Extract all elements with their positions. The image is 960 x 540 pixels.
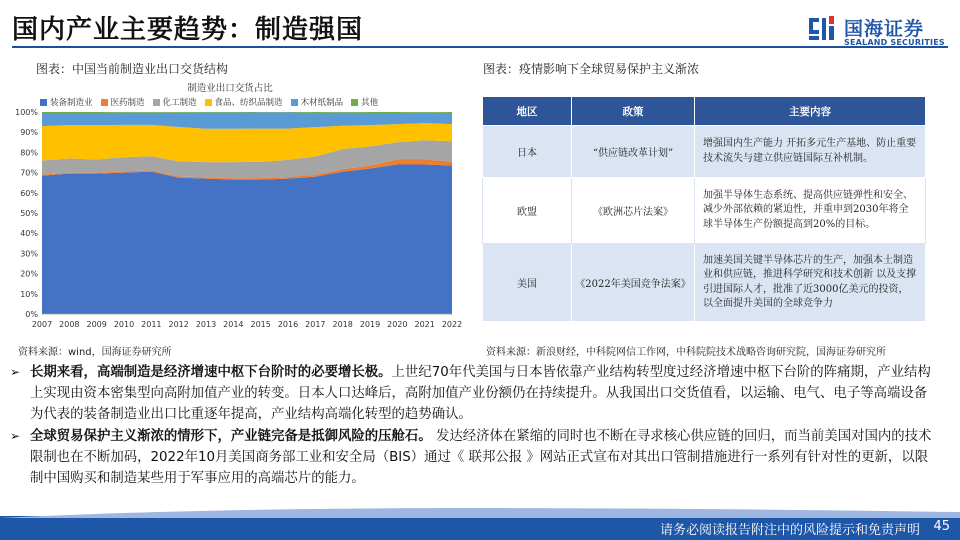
area-series-1 (42, 165, 452, 314)
x-tick-label: 2014 (223, 320, 244, 329)
bullet-headline: 长期来看，高端制造是经济增速中枢下台阶时的必要增长极。 (30, 365, 392, 380)
x-tick-label: 2009 (86, 320, 107, 329)
y-tick-label: 50% (20, 209, 38, 218)
export-structure-area-chart (14, 106, 464, 338)
bullet-headline: 全球贸易保护主义渐浓的情形下，产业链完备是抵御风险的压舱石。 (30, 429, 432, 444)
right-table-caption: 图表：疫情影响下全球贸易保护主义渐浓 (483, 62, 700, 76)
policy-cell: 《欧洲芯片法案》 (572, 178, 695, 244)
y-tick-label: 60% (20, 188, 38, 198)
legend-swatch (351, 99, 358, 106)
sealand-logo-icon (806, 14, 836, 44)
y-tick-label: 40% (20, 229, 38, 239)
chart-title: 制造业出口交货占比 (187, 83, 273, 94)
legend-label: 医药制造 (110, 98, 145, 108)
policy-cell: “供应链改革计划” (572, 126, 695, 178)
legend-label: 化工制造 (162, 98, 197, 108)
table-row (483, 126, 926, 178)
table-row (483, 178, 926, 244)
x-tick-label: 2013 (195, 320, 217, 329)
bullet-point (10, 426, 940, 489)
bullet-arrow-icon: ➢ (10, 429, 21, 443)
left-chart-caption: 图表：中国当前制造业出口交货结构 (36, 62, 229, 76)
bullet-body: 发达经济体在紧缩的同时也不断在寻求核心供应链的回归，而当前美国对国内的技术限制也在不断加码，2022年10月美国商务部工业和安全局（BIS）通过《 联邦公报 》网站正式宣布对其出口管制措施进行一系列有针对性的更新，以限制中国购买和制造某些用于军事应用的高端芯片的能力。 (30, 429, 932, 486)
x-tick-label: 2011 (141, 320, 162, 329)
y-tick-label: 90% (20, 128, 38, 138)
page-number: 45 (933, 519, 950, 534)
y-tick-label: 30% (20, 249, 38, 259)
x-tick-label: 2021 (414, 320, 435, 329)
x-tick-label: 2018 (332, 320, 353, 329)
x-tick-label: 2012 (168, 320, 189, 329)
x-tick-label: 2010 (113, 320, 135, 329)
x-tick-label: 2022 (441, 320, 463, 329)
region-cell: 日本 (483, 126, 572, 178)
content-cell: 加速美国关键半导体芯片的生产，加强本土制造业和供应链，推进科学研究和技术创新 以及支撑引进国际人才，批准了近3000亿美元的投资，以全面提升美国的全球竞争力 (695, 244, 926, 322)
bullet-body: 上世纪70年代美国与日本皆依靠产业结构转型度过经济增速中枢下台阶的阵痛期，产业结构上实现由资本密集型向高附加值产业的转变。日本人口达峰后，高附加值产业份额仍在持续提升。从我国出口交货值看，以运输、电气、电子等高端设备为代表的装备制造业出口比重逐年提高，产业结构高端化转型的趋势确认。 (30, 365, 931, 422)
policy-cell: 《2022年美国竞争法案》 (572, 244, 695, 322)
x-tick-label: 2015 (250, 320, 271, 329)
table-header-content: 主要内容 (695, 97, 926, 126)
legend-label: 其他 (361, 98, 379, 108)
content-cell: 增强国内生产能力 开拓多元生产基地、防止重要技术流失与建立供应链国际互补机制。 (695, 126, 926, 178)
region-cell: 欧盟 (483, 178, 572, 244)
x-tick-label: 2020 (387, 320, 408, 329)
y-tick-label: 0% (25, 310, 38, 319)
x-tick-label: 2016 (277, 320, 299, 329)
legend-swatch (205, 99, 212, 106)
table-row (483, 244, 926, 322)
legend-swatch (40, 99, 47, 106)
y-tick-label: 100% (15, 108, 38, 117)
logo-name-en: SEALAND SECURITIES (844, 38, 945, 47)
legend-swatch (101, 99, 108, 106)
company-logo (806, 14, 956, 48)
table-header-region: 地区 (483, 97, 572, 126)
bullet-point (10, 362, 940, 425)
legend-label: 木材纸制品 (300, 98, 344, 108)
bullet-arrow-icon: ➢ (10, 365, 21, 379)
right-table-source: 资料来源：新浪财经，中科院网信工作网，中科院院技术战略咨询研究院，国海证券研究所 (486, 347, 886, 358)
logo-name-cn: 国海证券 (844, 18, 925, 40)
y-tick-label: 80% (20, 148, 38, 158)
y-tick-label: 20% (20, 269, 38, 279)
legend-swatch (291, 99, 298, 106)
x-tick-label: 2007 (31, 320, 53, 329)
page-title: 国内产业主要趋势：制造强国 (12, 15, 364, 45)
table-header-policy: 政策 (572, 97, 695, 126)
legend-swatch (153, 99, 160, 106)
x-tick-label: 2019 (359, 320, 381, 329)
legend-label: 食品、纺织品制造 (214, 98, 283, 108)
footer-wave-decoration (0, 506, 960, 518)
footer-bar (0, 516, 960, 540)
y-tick-label: 10% (20, 289, 38, 299)
region-cell: 美国 (483, 244, 572, 322)
content-cell: 加强半导体生态系统、提高供应链弹性和安全、减少外部依赖的紧迫性，并重申到2030年将全球半导体生产份额提高到20%的目标。 (695, 178, 926, 244)
trade-protection-policy-table (482, 96, 926, 322)
left-chart-source: 资料来源：wind，国海证券研究所 (18, 347, 172, 358)
x-tick-label: 2017 (305, 320, 326, 329)
x-tick-label: 2008 (59, 320, 80, 329)
footer-disclaimer: 请务必阅读报告附注中的风险提示和免责声明 (659, 523, 920, 538)
body-bullets (10, 362, 940, 490)
legend-label: 装备制造业 (50, 98, 93, 108)
y-tick-label: 70% (20, 168, 38, 178)
